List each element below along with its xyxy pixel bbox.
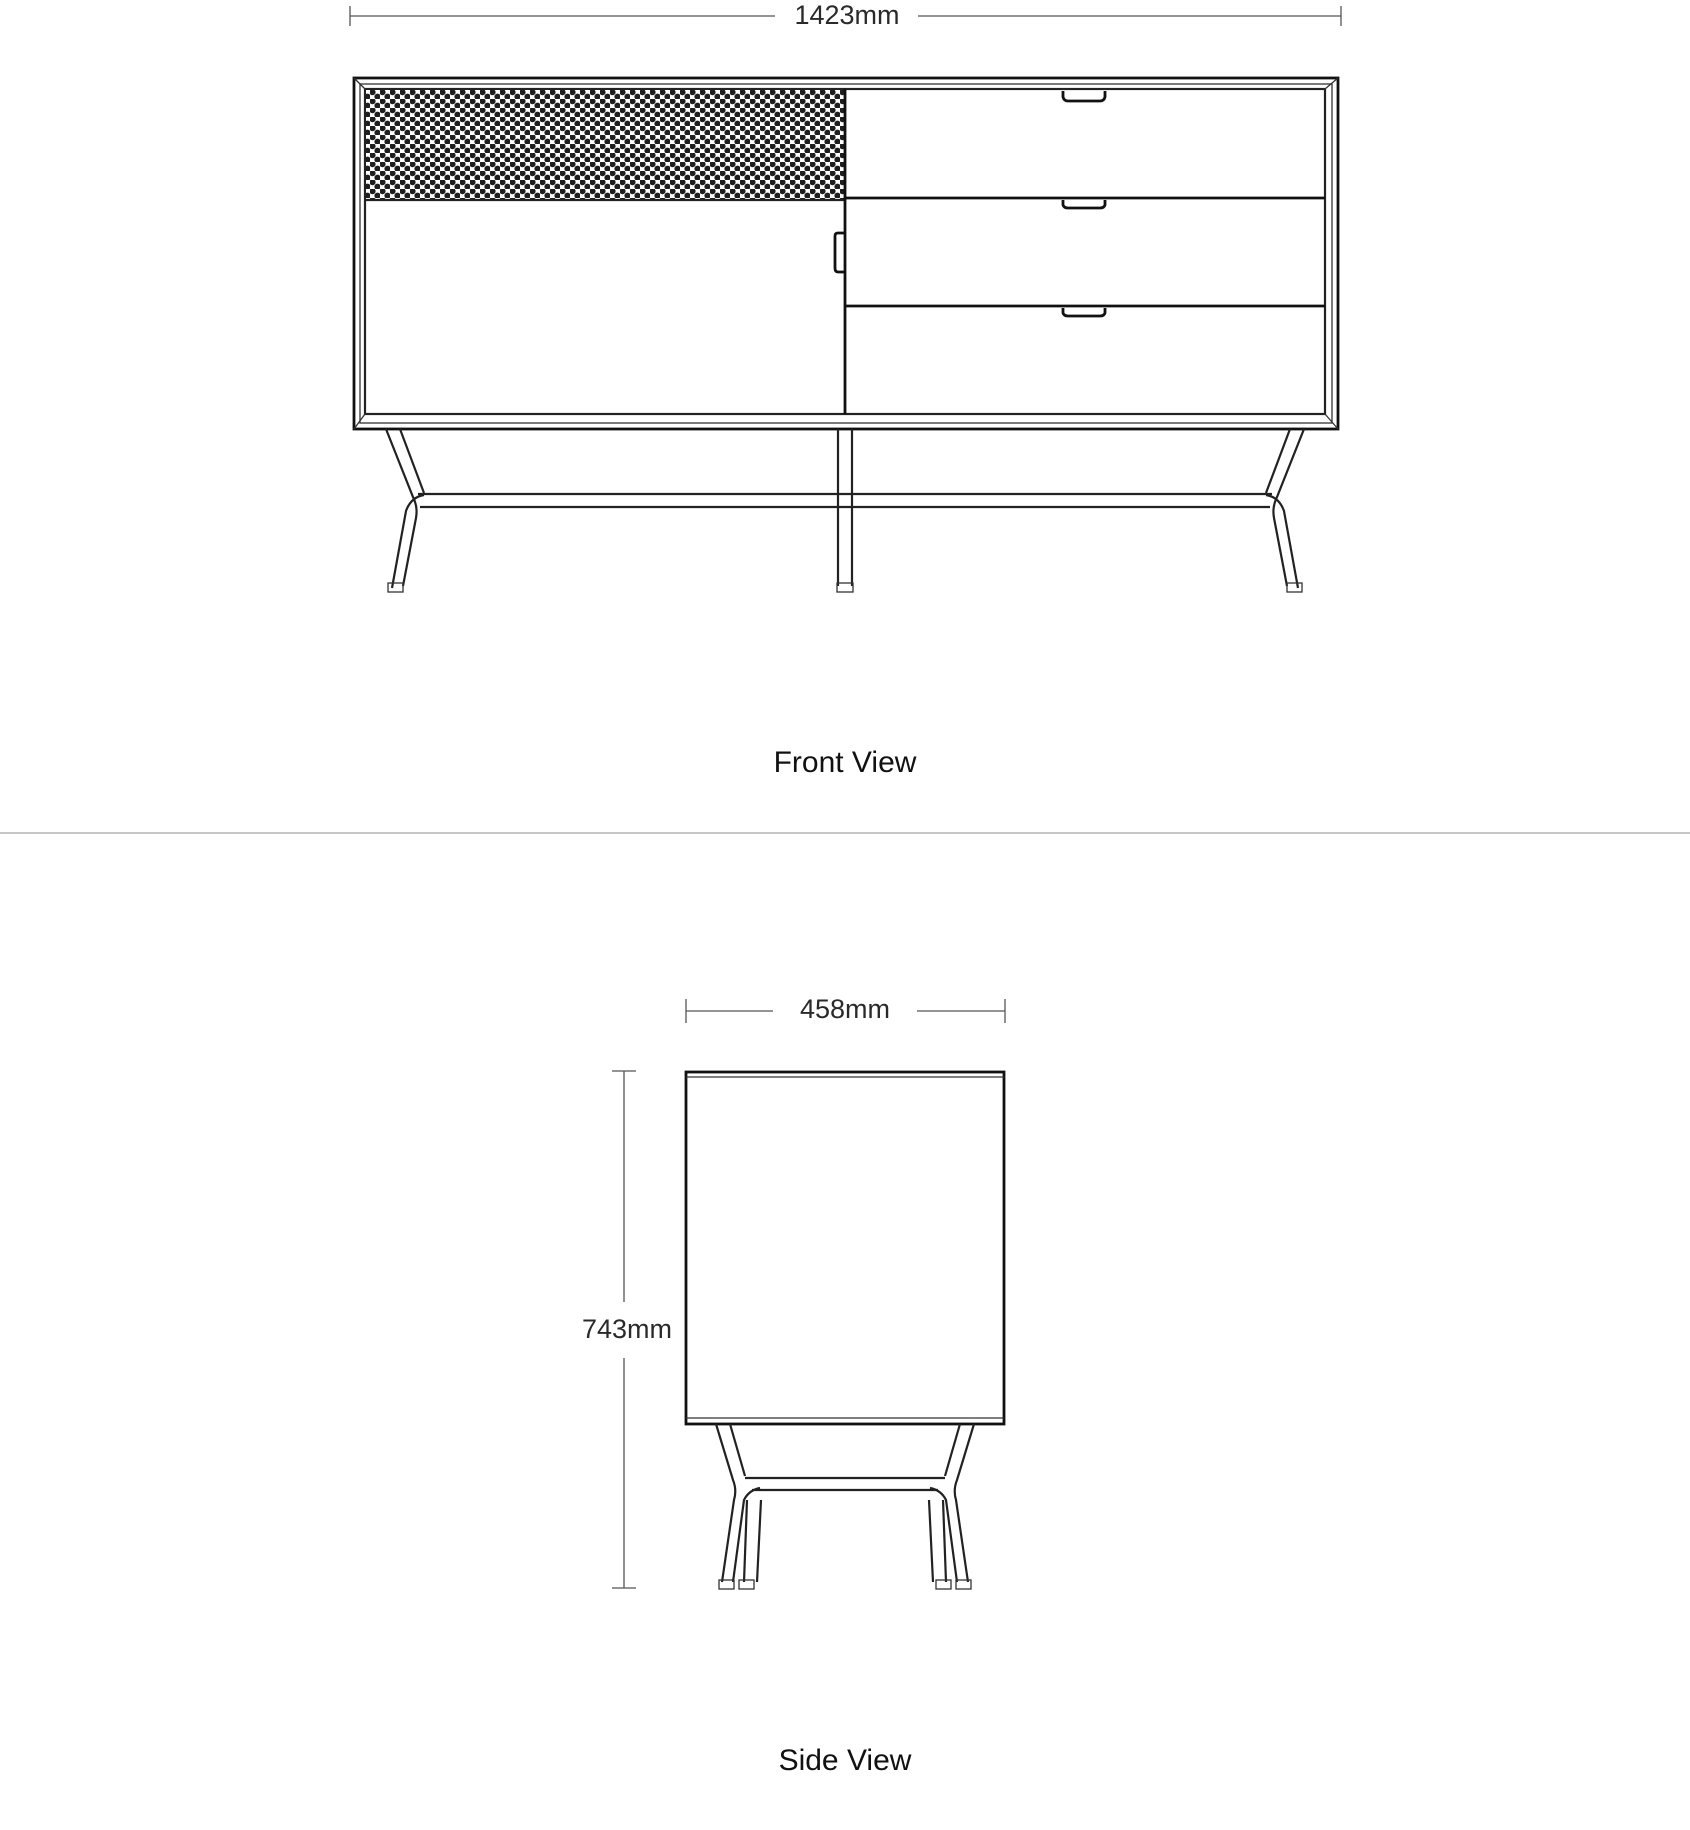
front-view — [350, 0, 1341, 779]
side-depth-dimension — [686, 994, 1005, 1024]
front-width-label: 1423mm — [794, 0, 900, 30]
front-width-dimension — [350, 0, 1341, 30]
drawer-2-handle — [1063, 200, 1105, 208]
side-height-label: 743mm — [581, 1314, 673, 1344]
front-view-title: Front View — [773, 746, 917, 779]
drawers — [845, 91, 1325, 316]
door-handle — [835, 233, 845, 272]
side-view-title: Side View — [778, 1744, 912, 1777]
drawer-3-handle — [1063, 308, 1105, 316]
drawer-1-handle — [1063, 91, 1105, 101]
side-height-dimension — [582, 1071, 672, 1588]
perforated-panel — [366, 90, 844, 200]
side-legs — [716, 1424, 974, 1589]
side-body — [686, 1072, 1004, 1424]
side-view — [582, 994, 1005, 1777]
front-legs — [386, 429, 1304, 592]
side-depth-label: 458mm — [799, 994, 891, 1024]
